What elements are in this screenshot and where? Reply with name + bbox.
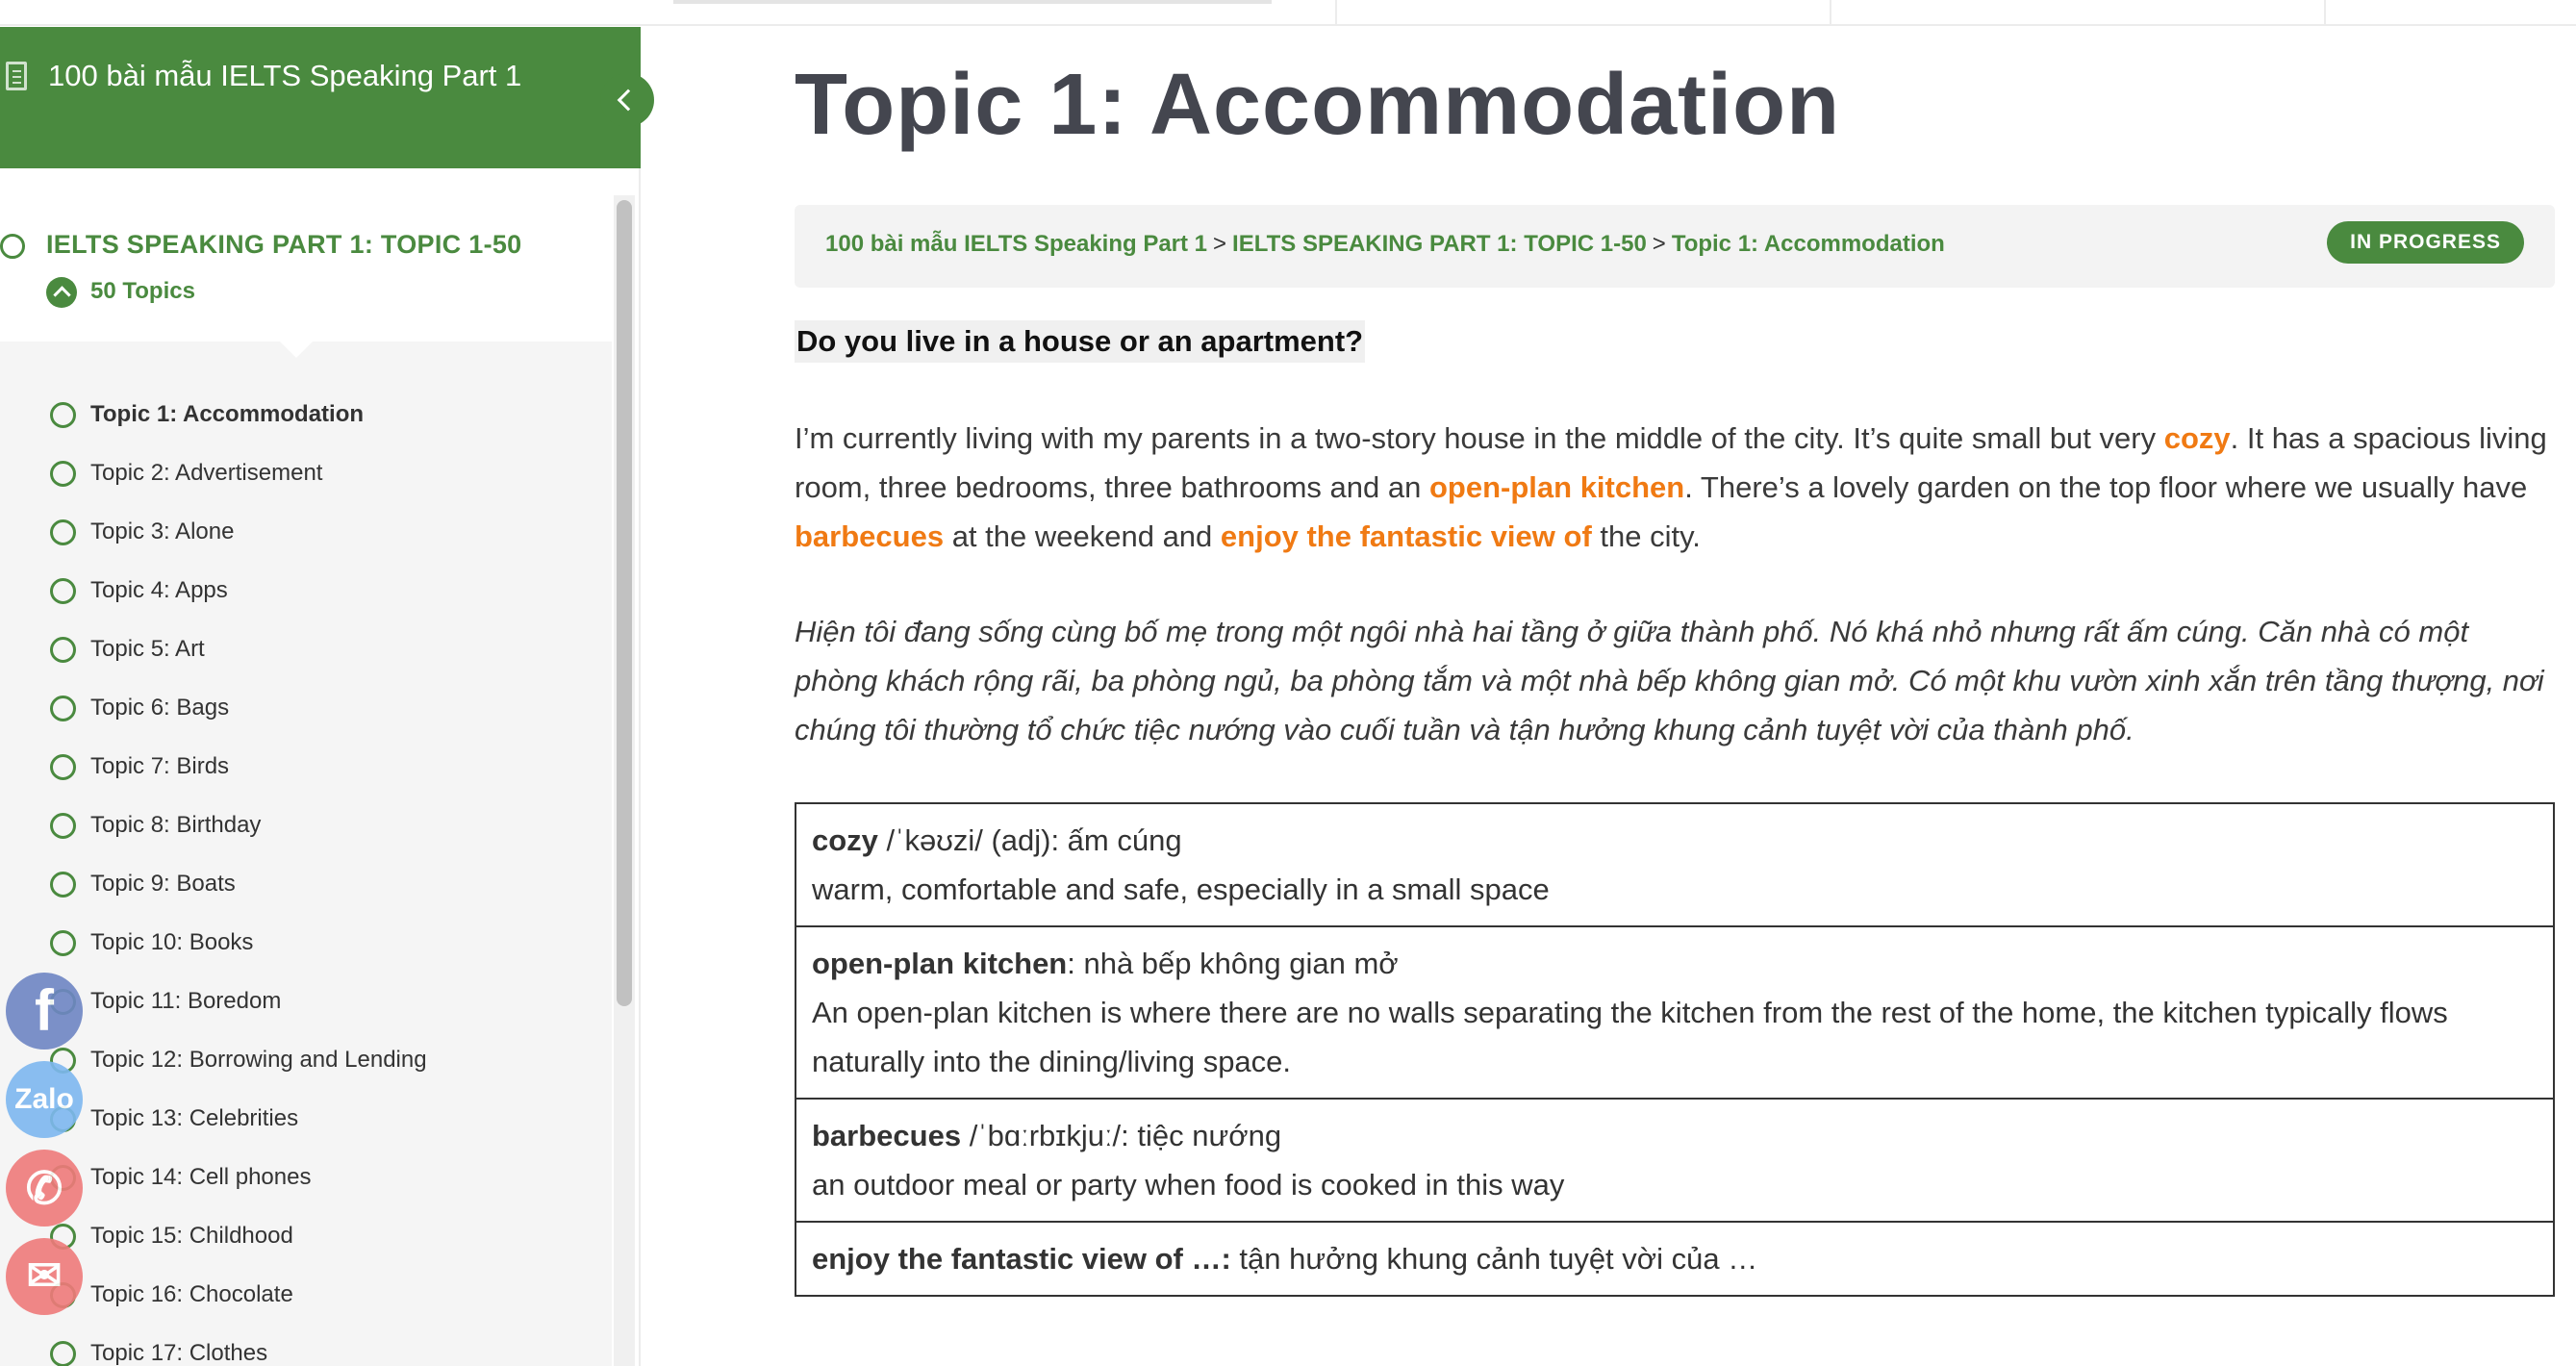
topic-item-11[interactable] xyxy=(48,982,606,1021)
top-tab-indicator xyxy=(673,0,1272,4)
vocab-meaning: tận hưởng khung cảnh tuyệt vời của … xyxy=(1230,1242,1758,1276)
facebook-button[interactable] xyxy=(6,973,83,1050)
topic-label: Topic 13: Celebrities xyxy=(90,1105,299,1131)
topic-label: Topic 7: Birds xyxy=(90,753,230,779)
vocab-term: enjoy the fantastic view of …: xyxy=(812,1242,1231,1276)
breadcrumb-course[interactable]: 100 bài mẫu IELTS Speaking Part 1 xyxy=(825,231,1208,257)
topic-label: Topic 16: Chocolate xyxy=(90,1281,293,1307)
status-circle-icon xyxy=(50,578,76,604)
topic-label: Topic 1: Accommodation xyxy=(90,401,365,427)
vocab-row xyxy=(796,1100,2553,1223)
topic-label: Topic 8: Birthday xyxy=(90,812,262,838)
status-circle-icon xyxy=(50,1341,76,1366)
answer-text: I’m currently living with my parents in a two-story house in the middle of the city. It’s quite small but very xyxy=(795,421,2164,455)
topic-label: Topic 4: Apps xyxy=(90,577,228,603)
topic-item-6[interactable] xyxy=(48,689,606,727)
topic-item-12[interactable] xyxy=(48,1041,606,1079)
answer-vietnamese: Hiện tôi đang sống cùng bố mẹ trong một ngôi nhà hai tầng ở giữa thành phố. Nó khá nhỏ nhưng rất ấm cúng. Căn nhà có một phòng khách rộng rãi, ba phòng ngủ, ba phòng tắm và một nhà bếp không gian mở. Có một khu vườn xinh xắn trên tầng thượng, nơi chúng tôi thường tổ chức tiệc nướng vào cuối tuần và tận hưởng khung cảnh tuyệt vời của thành phố. xyxy=(795,615,2544,746)
facebook-icon: f xyxy=(35,978,54,1043)
topic-item-8[interactable] xyxy=(48,806,606,845)
list-pointer xyxy=(279,342,314,358)
topic-item-5[interactable] xyxy=(48,630,606,669)
page-title: Topic 1: Accommodation xyxy=(795,57,1841,153)
topic-item-10[interactable] xyxy=(48,923,606,962)
topic-item-9[interactable] xyxy=(48,865,606,903)
vocab-term: open-plan kitchen xyxy=(812,947,1068,980)
course-sidebar xyxy=(0,27,641,1366)
topic-label: Topic 10: Books xyxy=(90,929,254,955)
topic-item-15[interactable] xyxy=(48,1217,606,1255)
answer-text: . It has a spacious living room, three bedrooms, three bathrooms and an xyxy=(795,421,2547,504)
vocab-row xyxy=(796,1223,2553,1295)
topic-count[interactable]: 50 Topics xyxy=(90,278,195,304)
top-divider xyxy=(2324,0,2326,25)
breadcrumb-separator: > xyxy=(1652,231,1666,257)
vocab-meaning: /ˈbɑːrbɪkjuː/: tiệc nướng xyxy=(961,1119,1282,1152)
topic-item-16[interactable] xyxy=(48,1276,606,1314)
mail-button[interactable] xyxy=(6,1238,83,1315)
section-header[interactable] xyxy=(0,168,612,342)
vocab-definition: warm, comfortable and safe, especially in a small space xyxy=(812,873,1550,906)
highlight-open-plan-kitchen: open-plan kitchen xyxy=(1428,470,1685,504)
breadcrumb-section[interactable]: IELTS SPEAKING PART 1: TOPIC 1-50 xyxy=(1232,231,1647,257)
topic-item-7[interactable] xyxy=(48,747,606,786)
highlight-enjoy-view: enjoy the fantastic view of xyxy=(1220,519,1592,553)
breadcrumb-bar xyxy=(795,205,2555,288)
breadcrumb-separator: > xyxy=(1213,231,1227,257)
top-strip xyxy=(0,0,2576,26)
top-divider xyxy=(1830,0,1831,25)
vocabulary-table xyxy=(795,802,2555,1297)
sidebar-header xyxy=(0,27,641,168)
vocab-meaning: : nhà bếp không gian mở xyxy=(1067,947,1399,980)
status-badge: IN PROGRESS xyxy=(2327,221,2524,264)
topic-item-3[interactable] xyxy=(48,513,606,551)
vocab-row xyxy=(796,804,2553,927)
status-circle-icon xyxy=(50,402,76,428)
status-circle-icon xyxy=(50,930,76,956)
topic-item-14[interactable] xyxy=(48,1158,606,1197)
vocab-meaning: /ˈkəʊzi/ (adj): ấm cúng xyxy=(877,823,1182,857)
topic-label: Topic 15: Childhood xyxy=(90,1223,293,1249)
highlight-cozy: cozy xyxy=(2163,421,2231,455)
topic-item-13[interactable] xyxy=(48,1100,606,1138)
book-icon xyxy=(6,62,27,90)
topic-item-4[interactable] xyxy=(48,571,606,610)
status-circle-icon xyxy=(50,872,76,898)
answer-text: the city. xyxy=(1591,519,1701,553)
topic-label: Topic 2: Advertisement xyxy=(90,460,323,486)
vocab-definition: an outdoor meal or party when food is cooked in this way xyxy=(812,1168,1565,1202)
topic-label: Topic 14: Cell phones xyxy=(90,1164,312,1190)
chevron-up-icon[interactable] xyxy=(46,277,77,308)
sidebar-scrollbar-thumb[interactable] xyxy=(617,200,632,1006)
zalo-button[interactable] xyxy=(6,1061,83,1138)
topic-label: Topic 17: Clothes xyxy=(90,1340,268,1366)
collapse-sidebar-button[interactable] xyxy=(600,73,654,127)
vocab-row xyxy=(796,927,2553,1100)
topic-list xyxy=(0,342,612,1366)
status-circle-icon xyxy=(50,696,76,721)
course-title[interactable]: 100 bài mẫu IELTS Speaking Part 1 xyxy=(48,59,522,92)
topic-label: Topic 3: Alone xyxy=(90,519,235,544)
answer-text: at the weekend and xyxy=(944,519,1221,553)
breadcrumb-current[interactable]: Topic 1: Accommodation xyxy=(1671,231,1945,257)
breadcrumb xyxy=(825,231,1945,258)
status-circle-icon xyxy=(50,519,76,545)
status-circle-icon xyxy=(50,754,76,780)
section-name[interactable]: IELTS SPEAKING PART 1: TOPIC 1-50 xyxy=(46,230,522,259)
mail-icon: ✉ xyxy=(26,1252,63,1300)
topic-label: Topic 12: Borrowing and Lending xyxy=(90,1047,427,1073)
topic-label: Topic 11: Boredom xyxy=(90,988,282,1014)
answer-text: . There’s a lovely garden on the top floor where we usually have xyxy=(1684,470,2528,504)
section-status-icon xyxy=(0,234,25,259)
topic-item-17[interactable] xyxy=(48,1334,606,1366)
status-circle-icon xyxy=(50,461,76,487)
topic-item-2[interactable] xyxy=(48,454,606,493)
phone-icon: ✆ xyxy=(25,1163,63,1213)
phone-button[interactable] xyxy=(6,1150,83,1227)
topic-label: Topic 9: Boats xyxy=(90,871,236,897)
highlight-barbecues: barbecues xyxy=(795,519,945,553)
vocab-term: barbecues xyxy=(812,1119,962,1152)
answer-english xyxy=(795,414,2555,561)
status-circle-icon xyxy=(50,637,76,663)
status-circle-icon xyxy=(50,813,76,839)
top-divider xyxy=(1335,0,1337,25)
question-heading: Do you live in a house or an apartment? xyxy=(795,320,1365,363)
topic-label: Topic 5: Art xyxy=(90,636,205,662)
vocab-term: cozy xyxy=(812,823,878,857)
topic-item-1[interactable] xyxy=(48,395,606,434)
topic-label: Topic 6: Bags xyxy=(90,695,230,721)
zalo-icon: Zalo xyxy=(14,1083,74,1115)
vocab-definition: An open-plan kitchen is where there are no walls separating the kitchen from the rest of the home, the kitchen typically flows naturally into the dining/living space. xyxy=(812,996,2448,1078)
